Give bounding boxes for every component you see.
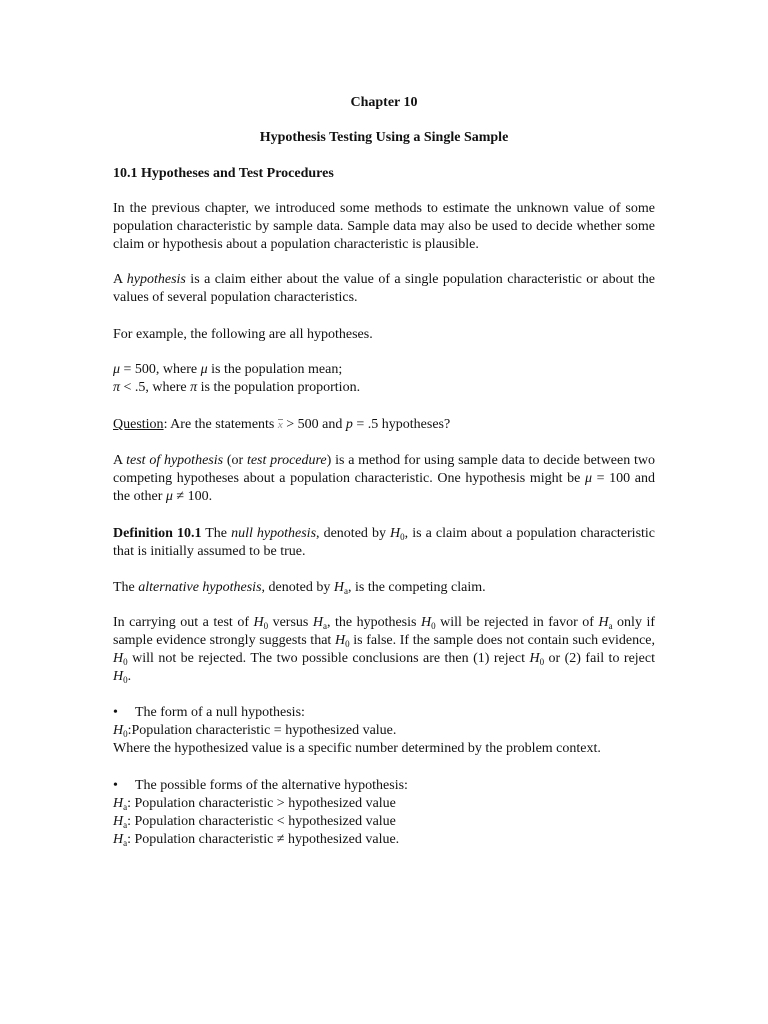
question-paragraph: Question: Are the statements x > 500 and p = .5 hypotheses? — [113, 417, 451, 432]
null-form-bullet: • The form of a null hypothesis: — [113, 705, 305, 720]
definition-label: Definition 10.1 — [113, 526, 202, 541]
hypothesis-term: hypothesis — [126, 272, 186, 287]
section-title: 10.1 Hypotheses and Test Procedures — [113, 166, 334, 181]
alternative-definition: The alternative hypothesis, denoted by $H_a$, is the competing claim. — [113, 580, 486, 596]
alt-form-not-equal: $H_a$: Population characteristic ≠ hypothesized value. — [113, 832, 400, 848]
hypothesis-definition: A hypothesis is a claim either about the value of a single population characteristic or about the values of several population characteristics. — [113, 272, 655, 305]
alt-form-greater: $H_a$: Population characteristic > hypothesized value — [113, 796, 396, 812]
chapter-title: Hypothesis Testing Using a Single Sample — [259, 130, 509, 145]
null-form-line: $H_0:Population$ characteristic = hypothesized value. — [113, 723, 397, 739]
xbar-symbol: x — [278, 416, 283, 434]
test-definition: A test of hypothesis (or test procedure) is a method for using sample data to decide between two competing hypotheses about a population characteristic. One hypothesis might be μ = 100 and the other μ ≠ 100. — [113, 453, 655, 504]
example-list — [113, 361, 655, 397]
alt-forms-bullet: • The possible forms of the alternative hypothesis: — [113, 778, 408, 793]
alt-form-less: $H_a$: Population characteristic < hypothesized value — [113, 814, 396, 830]
intro-paragraph: In the previous chapter, we introduced some methods to estimate the unknown value of some population characteristic by sample data. Sample data may also be used to decide whether some claim or hypothesis about a population characteristic is plausible. — [113, 201, 655, 252]
carrying-out-paragraph: In carrying out a test of $H_0$ versus $H_a$, the hypothesis $H_0$ will be rejected in favor of $H_a$ only if sample evidence strongly suggests that $H_0$ is false. If the sample does not contain such evidence, $H_0$ will not be rejected. The two possible conclusions are then (1) reject $H_0$ or (2) fail to reject $H_0$. — [113, 615, 656, 685]
null-form-block — [113, 704, 655, 758]
example-mean: μ = 500, where μ is the population mean; — [113, 362, 343, 377]
chapter-label: Chapter 10 — [350, 95, 418, 110]
bullet-icon: • — [113, 705, 118, 720]
example-intro: For example, the following are all hypotheses. — [113, 327, 373, 342]
example-proportion: π < .5, where π is the population proportion. — [113, 380, 361, 395]
bullet-icon: • — [113, 778, 118, 793]
alt-forms-block — [113, 777, 655, 849]
null-form-note: Where the hypothesized value is a specific number determined by the problem context. — [113, 741, 601, 756]
question-label: Question — [113, 417, 164, 432]
definition-10-1: Definition 10.1 The null hypothesis, denoted by $H_0$, is a claim about a population characteristic that is initially assumed to be true. — [113, 526, 656, 559]
